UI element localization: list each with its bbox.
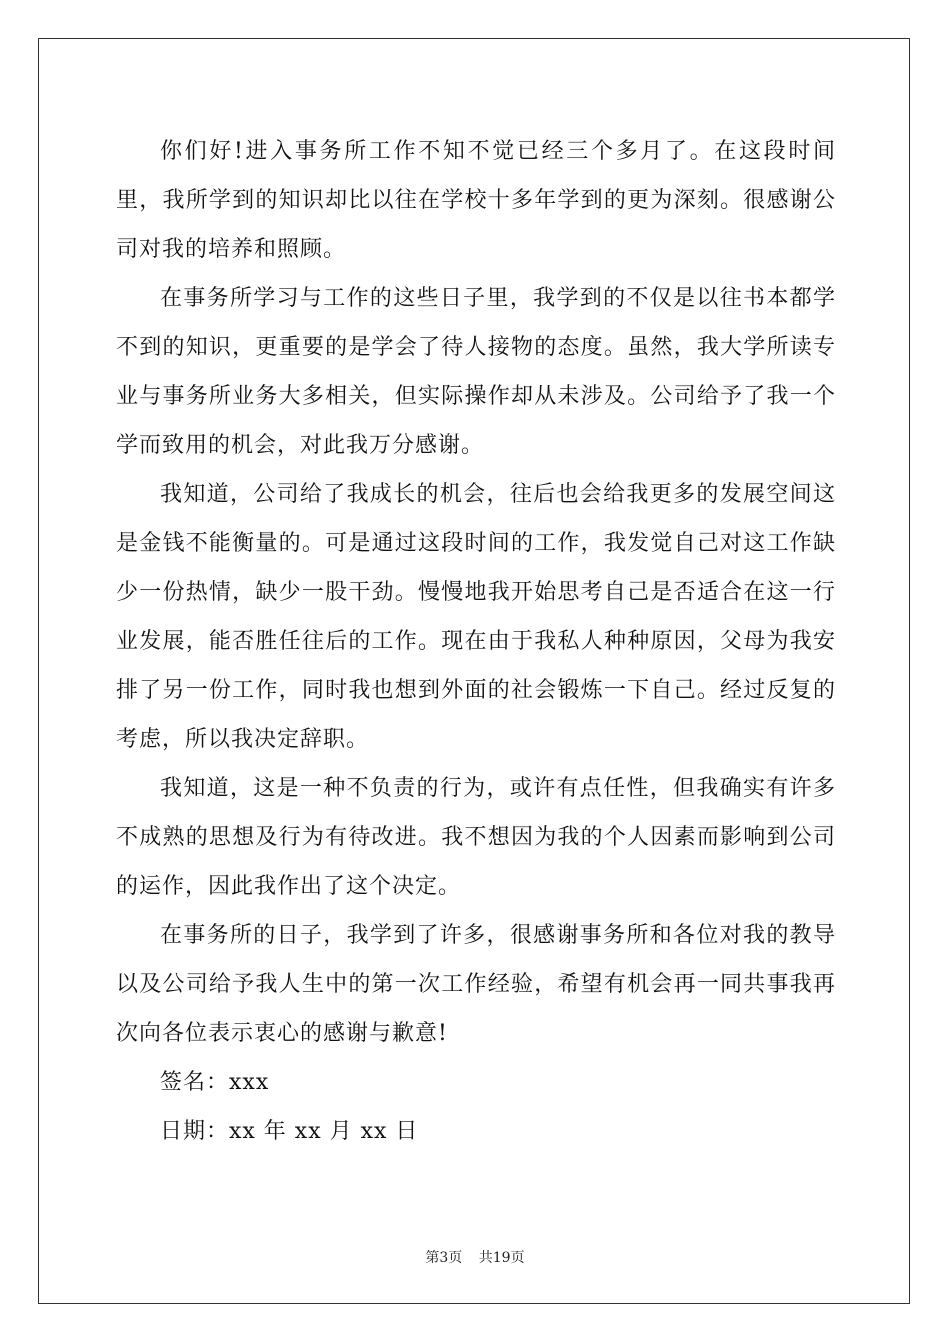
paragraph-2: 在事务所学习与工作的这些日子里，我学到的不仅是以往书本都学不到的知识，更重要的是学会了待人接物的态度。虽然，我大学所读专业与事务所业务大多相关，但实际操作却从未涉及。公司给予了我一个学而致用的机会，对此我万分感谢。 <box>116 286 836 458</box>
date-line: 日期：xx 年 xx 月 xx 日 <box>160 1119 419 1144</box>
paragraph-5: 在事务所的日子，我学到了许多，很感谢事务所和各位对我的教导以及公司给予我人生中的第一次工作经验，希望有机会再一同共事我再次向各位表示衷心的感谢与歉意! <box>116 923 836 1046</box>
page-footer <box>0 1247 950 1267</box>
page-number: 第3页 <box>425 1250 463 1266</box>
paragraph-1: 你们好!进入事务所工作不知不觉已经三个多月了。在这段时间里，我所学到的知识却比以往在学校十多年学到的更为深刻。很感谢公司对我的培养和照顾。 <box>116 139 836 262</box>
page-total: 共19页 <box>478 1250 525 1266</box>
letter-body <box>116 127 836 1156</box>
signature-line: 签名：xxx <box>160 1070 270 1095</box>
paragraph-4: 我知道，这是一种不负责的行为，或许有点任性，但我确实有许多不成熟的思想及行为有待改进。我不想因为我的个人因素而影响到公司的运作，因此我作出了这个决定。 <box>116 776 836 899</box>
paragraph-3: 我知道，公司给了我成长的机会，往后也会给我更多的发展空间这是金钱不能衡量的。可是通过这段时间的工作，我发觉自己对这工作缺少一份热情，缺少一股干劲。慢慢地我开始思考自己是否适合在这一行业发展，能否胜任往后的工作。现在由于我私人种种原因，父母为我安排了另一份工作，同时我也想到外面的社会锻炼一下自己。经过反复的考虑，所以我决定辞职。 <box>116 482 836 752</box>
